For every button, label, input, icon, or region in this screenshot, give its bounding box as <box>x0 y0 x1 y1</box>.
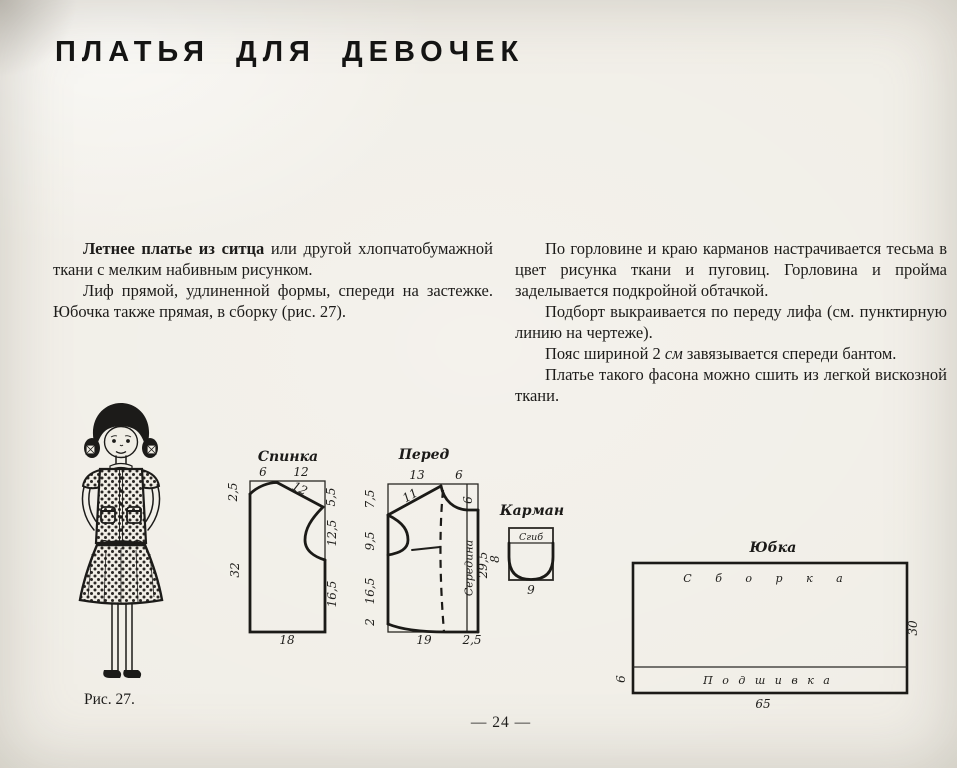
pocket-left <box>101 507 115 523</box>
pattern-diagram-back <box>225 445 360 660</box>
unit-italic: см <box>664 344 683 363</box>
button <box>119 489 122 492</box>
armhole-curve <box>305 507 325 560</box>
paragraph-text: или другой хлопчатобумажной ткани с мелким набивным рисунком. <box>53 239 493 279</box>
dim-label: 6 <box>461 496 475 504</box>
dim-label: 65 <box>755 697 771 711</box>
page-number: — 24 — <box>470 714 532 731</box>
dim-label: 9,5 <box>363 531 377 551</box>
text-column-right <box>515 238 947 406</box>
pattern-diagram-skirt <box>608 535 953 717</box>
paragraph-lead: Летнее платье из ситца <box>83 239 265 258</box>
girl-in-dress-illustration <box>58 392 193 694</box>
paragraph-text: завязывается спереди бантом. <box>682 344 897 363</box>
dim-label: 2,5 <box>226 482 240 502</box>
button <box>119 502 122 505</box>
dim-label: 30 <box>906 620 920 636</box>
diagram-title: Карман <box>499 503 565 519</box>
dim-label: 2,5 <box>462 633 482 647</box>
hem-curve <box>388 624 478 632</box>
pocket-curve <box>509 543 553 580</box>
page-title: ПЛАТЬЯ ДЛЯ ДЕВОЧЕК <box>55 36 525 68</box>
button <box>119 528 122 531</box>
dim-label: 16,5 <box>363 577 377 605</box>
dim-label: 12 <box>289 478 310 499</box>
dim-label: 6 <box>455 468 463 482</box>
dim-label: 9 <box>527 583 535 597</box>
dim-label: 12,5 <box>325 519 339 547</box>
dim-label: 7,5 <box>363 489 377 509</box>
girl-eye-right <box>126 439 130 443</box>
pattern-diagram-pocket <box>480 495 585 610</box>
pocket-mark <box>412 547 440 550</box>
sleeve-right <box>142 470 159 488</box>
dim-label: 12 <box>293 465 309 479</box>
figure-caption: Рис. 27. <box>84 691 135 708</box>
paragraph <box>53 238 493 280</box>
dim-label: 18 <box>279 633 295 647</box>
pocket-right <box>127 507 141 523</box>
dim-label: 6 <box>614 675 628 683</box>
button <box>119 515 122 518</box>
facing-dashed-line <box>440 490 444 632</box>
dim-label: 2 <box>363 618 377 626</box>
dim-label: 29,5 <box>476 551 490 579</box>
paragraph: Платье такого фасона можно сшить из легкой вискозной ткани. <box>515 365 947 405</box>
girl-eye-left <box>112 439 116 443</box>
armhole-curve <box>388 515 408 555</box>
fold-label: Сгиб <box>519 532 543 543</box>
neckline-curve <box>250 483 277 495</box>
dim-label: 32 <box>228 562 242 578</box>
paragraph: По горловине и краю карманов настрачивается тесьма в цвет рисунка ткани и пуговиц. Горловина и пройма заделывается подкройной обтачкой. <box>515 239 947 300</box>
dim-label: 19 <box>416 633 432 647</box>
dim-label: 5,5 <box>324 487 338 507</box>
button <box>119 476 122 479</box>
girl-legs <box>112 603 132 670</box>
diagram-title: Перед <box>398 447 450 463</box>
dim-label: 6 <box>259 465 267 479</box>
gather-label: С б о р к а <box>683 572 853 585</box>
dim-label: 16,5 <box>325 580 339 608</box>
shoe-left <box>103 670 121 678</box>
dress-bodice <box>96 469 146 543</box>
center-label: Середина <box>462 539 476 597</box>
text-column-left <box>53 238 493 322</box>
paragraph: Лиф прямой, удлиненной формы, спереди на застежке. Юбочка также прямая, в сборку (рис. 27). <box>53 281 493 321</box>
shoe-right <box>123 670 141 678</box>
arm-left <box>82 487 98 530</box>
arm-right <box>144 487 160 530</box>
paragraph: Подборт выкраивается по переду лифа (см. пунктирную линию на чертеже). <box>515 302 947 342</box>
diagram-title: Спинка <box>257 449 319 465</box>
dim-label: 13 <box>409 468 425 482</box>
paragraph-text: Пояс шириной 2 <box>545 344 665 363</box>
sleeve-left <box>83 470 100 488</box>
hem-label: П о д ш и в к а <box>703 674 833 687</box>
dim-label: 8 <box>488 555 502 563</box>
paragraph <box>515 343 947 364</box>
dim-label: 11 <box>399 485 421 506</box>
diagram-title: Юбка <box>749 540 797 556</box>
cut-edges <box>250 494 325 632</box>
